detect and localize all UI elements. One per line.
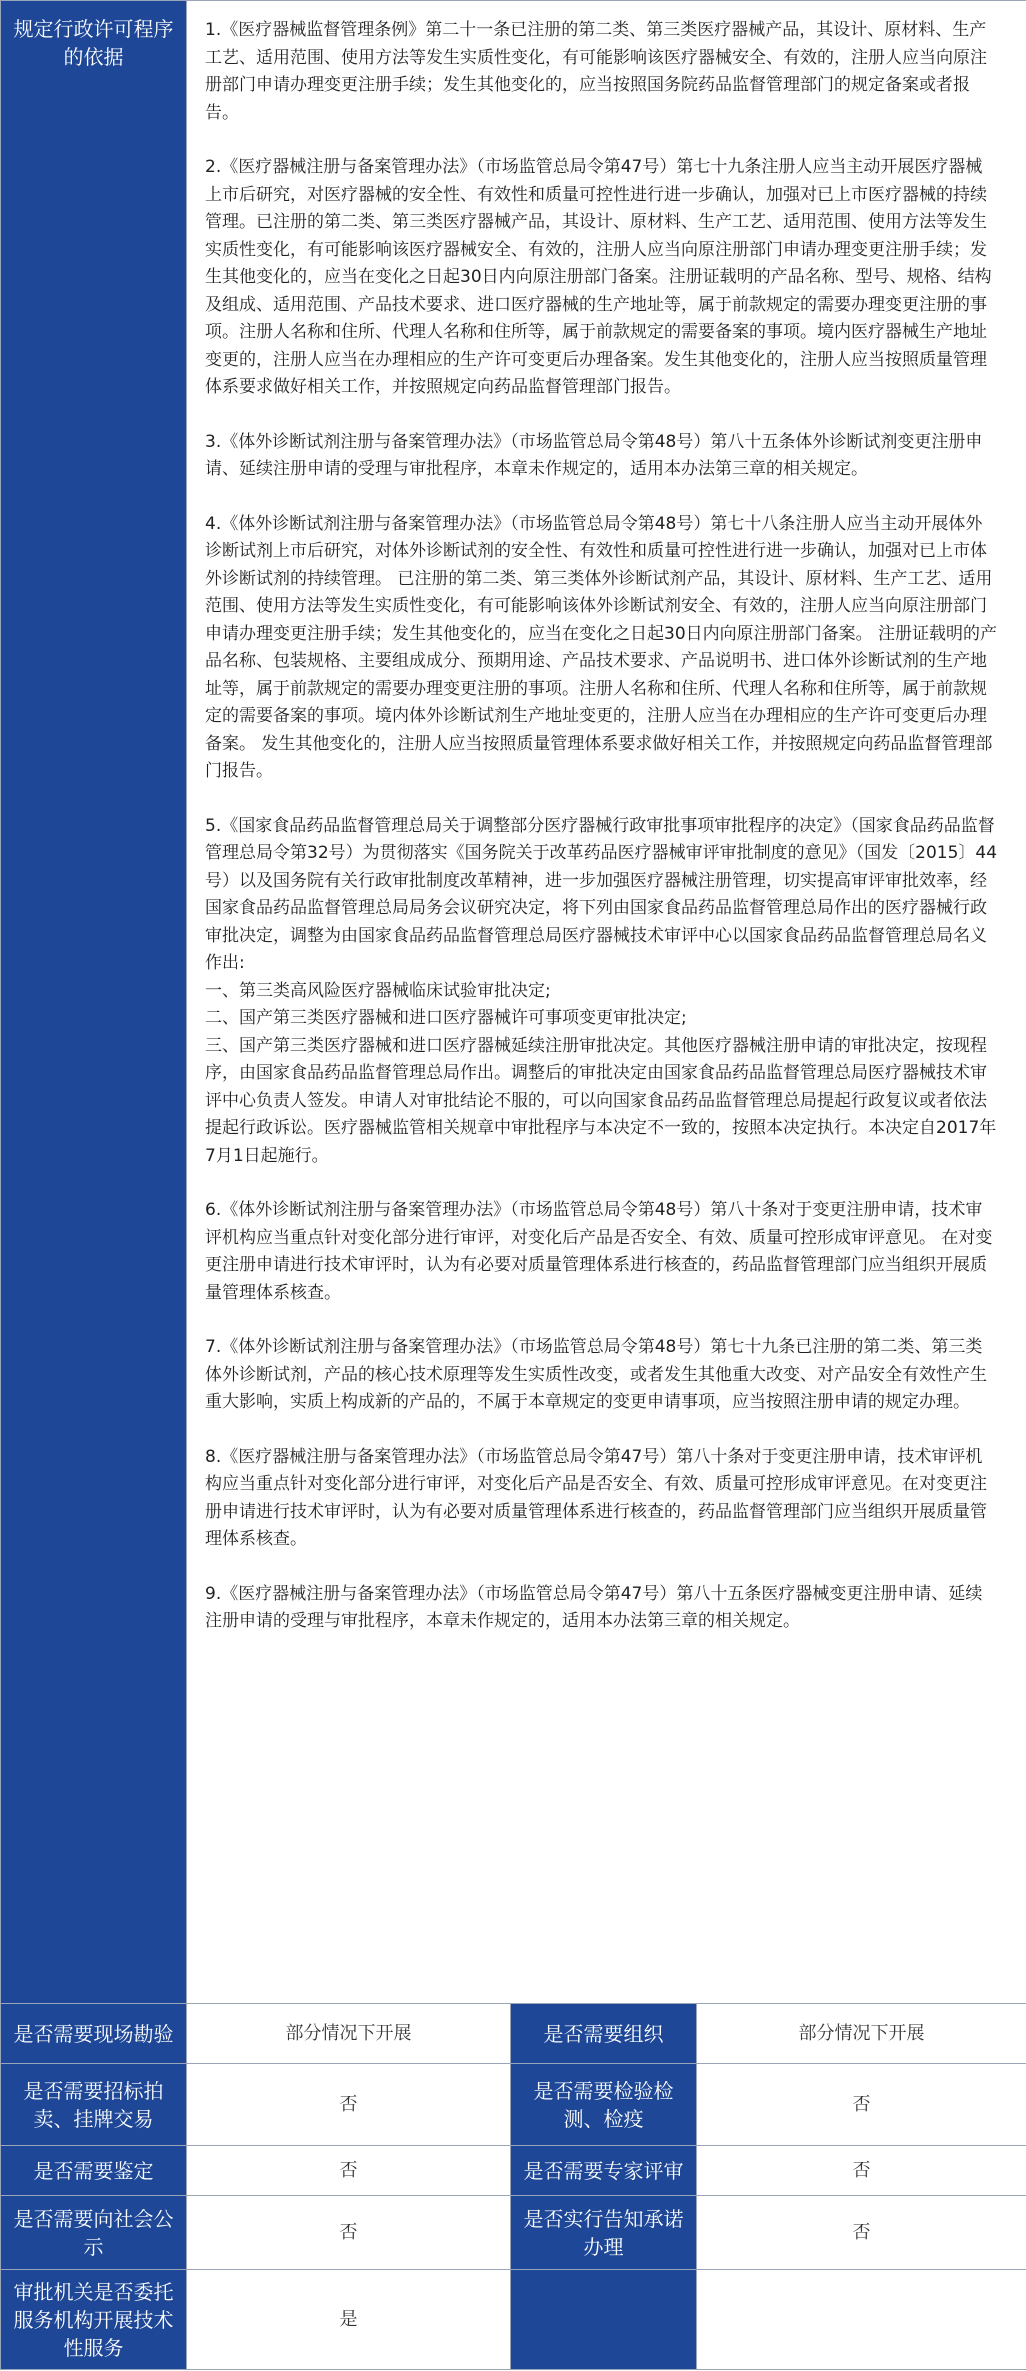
public-notice-value: 否: [187, 2196, 511, 2270]
testing-quarantine-label: 是否需要检验检测、检疫: [511, 2064, 697, 2146]
bidding-auction-label: 是否需要招标拍卖、挂牌交易: [1, 2064, 187, 2146]
basis-paragraph-7: 7.《体外诊断试剂注册与备案管理办法》（市场监管总局令第48号）第七十九条已注册的第二类、第三类体外诊断试剂，产品的核心技术原理等发生实质性改变，或者发生其他重大改变、对产品安全有效性产生重大影响，实质上构成新的产品的，不属于本章规定的变更申请事项，应当按照注册申请的规定办理。: [205, 1337, 987, 1412]
basis-paragraph-8: 8.《医疗器械注册与备案管理办法》（市场监管总局令第47号）第八十条对于变更注册申请，技术审评机构应当重点针对变化部分进行审评，对变化后产品是否安全、有效、质量可控形成审评意见。在对变更注册申请进行技术审评时，认为有必要对质量管理体系进行核查的，药品监督管理部门应当组织开展质量管理体系核查。: [205, 1446, 987, 1549]
info-row: [1, 2064, 1026, 2146]
notification-commitment-label: 是否实行告知承诺办理: [511, 2196, 697, 2270]
site-inspection-label: 是否需要现场勘验: [1, 2004, 187, 2064]
info-row: [1, 2196, 1026, 2270]
basis-content: [187, 1, 1026, 2004]
appraisal-label: 是否需要鉴定: [1, 2146, 187, 2196]
basis-paragraph-2: 2.《医疗器械注册与备案管理办法》（市场监管总局令第47号）第七十九条注册人应当主动开展医疗器械上市后研究，对医疗器械的安全性、有效性和质量可控性进行进一步确认，加强对已上市医疗器械的持续管理。已注册的第二类、第三类医疗器械产品，其设计、原材料、生产工艺、适用范围、使用方法等发生实质性变化，有可能影响该医疗器械安全、有效的，注册人应当向原注册部门申请办理变更注册手续；发生其他变化的，应当在变化之日起30日内向原注册部门备案。注册证载明的产品名称、型号、规格、结构及组成、适用范围、产品技术要求、进口医疗器械的生产地址等，属于前款规定的需要办理变更注册的事项。注册人名称和住所、代理人名称和住所等，属于前款规定的需要备案的事项。境内医疗器械生产地址变更的，注册人应当在办理相应的生产许可变更后办理备案。发生其他变化的，注册人应当按照质量管理体系要求做好相关工作，并按照规定向药品监督管理部门报告。: [205, 157, 992, 397]
expert-review-label: 是否需要专家评审: [511, 2146, 697, 2196]
info-row: [1, 2270, 1026, 2370]
basis-paragraph-3: 3.《体外诊断试剂注册与备案管理办法》（市场监管总局令第48号）第八十五条体外诊断试剂变更注册申请、延续注册申请的受理与审批程序，本章未作规定的，适用本办法第三章的相关规定。: [205, 431, 983, 479]
basis-paragraph-5: 5.《国家食品药品监督管理总局关于调整部分医疗器械行政审批事项审批程序的决定》（国家食品药品监督管理总局令第32号）为贯彻落实《国务院关于改革药品医疗器械审评审批制度的意见》（国发〔2015〕44号）以及国务院有关行政审批制度改革精神，进一步加强医疗器械注册管理，切实提高审评审批效率，经国家食品药品监督管理总局局务会议研究决定，将下列由国家食品药品监督管理总局作出的医疗器械行政审批决定，调整为由国家食品药品监督管理总局医疗器械技术审评中心以国家食品药品监督管理总局名义作出: 一、第三类高风险医疗器械临床试验审批决定; 二、国产第三类医疗器械和进口医疗器械许可事项变更审批决定; 三、国产第三类医疗器械和进口医疗器械延续注册审批决定。其他医疗器械注册申请的审批决定，按现程序，由国家食品药品监督管理总局作出。调整后的审批决定由国家食品药品监督管理总局医疗器械技术审评中心负责人签发。申请人对审批结论不服的，可以向国家食品药品监督管理总局提起行政复议或者依法提起行政诉讼。医疗器械监管相关规章中审批程序与本决定不一致的，按照本决定执行。本决定自2017年7月1日起施行。: [205, 815, 998, 1166]
basis-paragraph-1: 1.《医疗器械监督管理条例》第二十一条已注册的第二类、第三类医疗器械产品，其设计、原材料、生产工艺、适用范围、使用方法等发生实质性变化，有可能影响该医疗器械安全、有效的，注册人应当向原注册部门申请办理变更注册手续；发生其他变化的，应当按照国务院药品监督管理部门的规定备案或者报告。: [205, 20, 987, 123]
info-row: [1, 2146, 1026, 2196]
testing-quarantine-value: 否: [697, 2064, 1026, 2146]
notification-commitment-value: 否: [697, 2196, 1026, 2270]
expert-review-value: 否: [697, 2146, 1026, 2196]
basis-row: [1, 1, 1026, 2004]
organize-value: 部分情况下开展: [697, 2004, 1026, 2064]
info-row: [1, 2004, 1026, 2064]
bidding-auction-value: 否: [187, 2064, 511, 2146]
basis-paragraph-4: 4.《体外诊断试剂注册与备案管理办法》（市场监管总局令第48号）第七十八条注册人应当主动开展体外诊断试剂上市后研究，对体外诊断试剂的安全性、有效性和质量可控性进行进一步确认，加强对已上市体外诊断试剂的持续管理。 已注册的第二类、第三类体外诊断试剂产品，其设计、原材料、生产工艺、适用范围、使用方法等发生实质性变化，有可能影响该体外诊断试剂安全、有效的，注册人应当向原注册部门申请办理变更注册手续；发生其他变化的，应当在变化之日起30日内向原注册部门备案。 注册证载明的产品名称、包装规格、主要组成成分、预期用途、产品技术要求、产品说明书、进口体外诊断试剂的生产地址等，属于前款规定的需要办理变更注册的事项。注册人名称和住所、代理人名称和住所等，属于前款规定的需要备案的事项。境内体外诊断试剂生产地址变更的，注册人应当在办理相应的生产许可变更后办理备案。 发生其他变化的，注册人应当按照质量管理体系要求做好相关工作，并按照规定向药品监督管理部门报告。: [205, 513, 998, 781]
delegated-service-value: 是: [187, 2270, 511, 2370]
organize-label: 是否需要组织: [511, 2004, 697, 2064]
empty-value-cell: [697, 2270, 1026, 2370]
empty-header-cell: [511, 2270, 697, 2370]
basis-paragraph-9: 9.《医疗器械注册与备案管理办法》（市场监管总局令第47号）第八十五条医疗器械变更注册申请、延续注册申请的受理与审批程序，本章未作规定的，适用本办法第三章的相关规定。: [205, 1583, 983, 1631]
appraisal-value: 否: [187, 2146, 511, 2196]
delegated-service-label: 审批机关是否委托服务机构开展技术性服务: [1, 2270, 187, 2370]
site-inspection-value: 部分情况下开展: [187, 2004, 511, 2064]
basis-paragraph-6: 6.《体外诊断试剂注册与备案管理办法》（市场监管总局令第48号）第八十条对于变更注册申请，技术审评机构应当重点针对变化部分进行审评，对变化后产品是否安全、有效、质量可控形成审评意见。 在对变更注册申请进行技术审评时，认为有必要对质量管理体系进行核查的，药品监督管理部门应当组织开展质量管理体系核查。: [205, 1200, 993, 1303]
basis-label: 规定行政许可程序的依据: [1, 1, 187, 2004]
public-notice-label: 是否需要向社会公示: [1, 2196, 187, 2270]
